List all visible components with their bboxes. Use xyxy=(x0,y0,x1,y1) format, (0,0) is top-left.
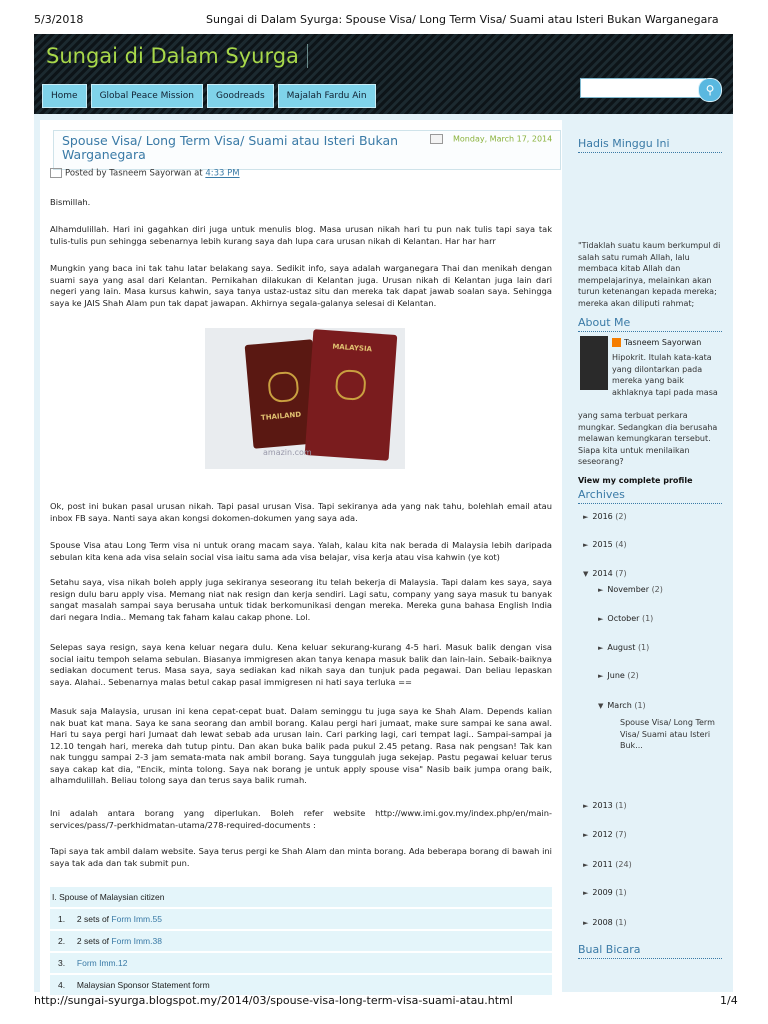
list-item: 1. 2 sets of Form Imm.55 xyxy=(50,909,552,929)
search-button[interactable] xyxy=(698,78,722,102)
list-item: 2. 2 sets of Form Imm.38 xyxy=(50,931,552,951)
hadis-heading: Hadis Minggu Ini xyxy=(578,137,722,153)
blog-title[interactable]: Sungai di Dalam Syurga xyxy=(46,44,308,68)
mail-icon[interactable] xyxy=(430,134,443,144)
archive-2008[interactable]: ► 2008 (1) xyxy=(583,918,627,927)
archive-2012[interactable]: ► 2012 (7) xyxy=(583,830,627,839)
nav-majalah-fardu-ain[interactable]: Majalah Fardu Ain xyxy=(278,84,376,108)
list-item: 4. Malaysian Sponsor Statement form xyxy=(50,975,552,995)
passport-photo xyxy=(205,328,405,469)
archive-august[interactable]: ► August (1) xyxy=(598,643,650,652)
print-date: 5/3/2018 xyxy=(34,13,84,26)
paragraph-4: Ok, post ini bukan pasal urusan nikah. Tapi pasal urusan Visa. Tapi sekiranya ada yang nak tahu, bolehlah email atau inbox FB saya. Nanti saya akan kongsi dokomen-dokumen yang saya ada. xyxy=(50,501,552,523)
print-page-number: 1/4 xyxy=(720,994,738,1007)
post-title[interactable]: Spouse Visa/ Long Term Visa/ Suami atau Isteri Bukan Warganegara xyxy=(62,133,399,162)
paragraph-7: Selepas saya resign, saya kena keluar negara dulu. Kena keluar sekurang-kurang 4-5 hari. Masuk balik dengan visa social iaitu tempoh selama sebulan. Biasanya immigresen akan tanya kenapa masuk balik dan lain-lain. Sebaik-baiknya sediakan document terus. Masa saya, saya sediakan kad nikah saya dan tunjuk pada pegawai. Dan beliau lepaskan saya. Alahai.. Sebenarnya malas betul cakap pasal immigresen ni hati saya terluka == xyxy=(50,642,552,687)
print-url: http://sungai-syurga.blogspot.my/2014/03/spouse-visa-long-term-visa-suami-atau.html xyxy=(34,994,513,1007)
archive-2011[interactable]: ► 2011 (24) xyxy=(583,860,632,869)
form-imm55-link[interactable]: Form Imm.55 xyxy=(111,914,162,924)
form-imm12-link[interactable]: Form Imm.12 xyxy=(76,958,128,968)
about-heading: About Me xyxy=(578,316,722,332)
photo-watermark: amazin.com xyxy=(263,448,312,457)
nav-global-peace-mission[interactable]: Global Peace Mission xyxy=(91,84,203,108)
post xyxy=(40,120,562,992)
malaysia-emblem-icon xyxy=(335,369,367,401)
post-time-link[interactable]: 4:33 PM xyxy=(205,168,240,179)
malaysia-passport: MALAYSIA xyxy=(305,329,398,461)
avatar[interactable] xyxy=(580,336,608,390)
paragraph-2: Alhamdulillah. Hari ini gagahkan diri juga untuk menulis blog. Masa urusan nikah hari tu pun nak tulis tapi saya tak tulis-tulis pun sehingga sebenarnya lebih kurang saya dah lupa cara urusan nikah di Kelantan. Har har harr xyxy=(50,224,552,246)
archive-2016[interactable]: ► 2016 (2) xyxy=(583,512,627,521)
archive-november[interactable]: ► November (2) xyxy=(598,585,663,594)
archive-march[interactable]: ▼ March (1) xyxy=(598,701,646,710)
archive-2009[interactable]: ► 2009 (1) xyxy=(583,888,627,897)
archive-2014[interactable]: ▼ 2014 (7) xyxy=(583,569,627,578)
profile-description-more: yang sama terbuat perkara mungkar. Sedangkan dia berusaha melawan kemungkaran tersebut. Siapa kita untuk menilaikan seseorang? xyxy=(578,411,718,466)
post-date: Monday, March 17, 2014 xyxy=(430,134,552,144)
paragraph-1: Bismillah. xyxy=(50,197,91,207)
paragraph-6: Setahu saya, visa nikah boleh apply juga sekiranya seseorang itu telah bekerja di Malaysia. Tapi dalam kes saya, saya resign dulu baru apply visa. Memang niat nak resign dan kerja sendiri. Lagi satu, company yang saya masuk tu banyak sangat masalah sampai saya berusaha untuk tidak berkomunikasi dengan mereka. Mereka guna bahasa English India dari negara India.. Memang tak faham kalau cakap phone. Lol. xyxy=(50,577,552,622)
hadis-text: "Tidaklah suatu kaum berkumpul di salah satu rumah Allah, lalu membaca kitab Allah dan mempelajarinya, melainkan akan turun ketenangan kepada mereka; mereka akan diliputi rahmat; xyxy=(578,241,721,308)
thailand-passport: THAILAND xyxy=(245,339,322,449)
profile-name[interactable]: Tasneem Sayorwan xyxy=(612,338,701,347)
archive-october[interactable]: ► October (1) xyxy=(598,614,654,623)
print-page-title: Sungai di Dalam Syurga: Spouse Visa/ Long Term Visa/ Suami atau Isteri Bukan Warganegara xyxy=(206,13,719,26)
search-input[interactable] xyxy=(580,78,706,98)
list-heading: I. Spouse of Malaysian citizen xyxy=(50,887,552,907)
blog-banner xyxy=(34,34,733,114)
bual-bicara-heading: Bual Bicara xyxy=(578,943,722,959)
form-imm38-link[interactable]: Form Imm.38 xyxy=(111,936,162,946)
archives-heading: Archives xyxy=(578,488,722,504)
documents-list xyxy=(50,887,552,997)
archive-current-post[interactable]: Spouse Visa/ Long Term Visa/ Suami atau Isteri Buk... xyxy=(620,718,715,750)
archive-2013[interactable]: ► 2013 (1) xyxy=(583,801,627,810)
paragraph-3: Mungkin yang baca ini tak tahu latar belakang saya. Sedikit info, saya adalah warganegara Thai dan menikah dengan suami saya yang asal dari Kelantan. Pernikahan dilakukan di Kelantan juga. Urusan nikah di Kelantan juga lain dari negeri yang lain. Masa kursus kahwin, saya tanya ustaz-ustaz situ dan mereka tak dapat jawab soalan saya. Sehingga saya ke JAIS Shah Alam pun tak dapat jawapan. Akhirnya segala-galanya selesai di Kelantan. xyxy=(50,263,552,308)
nav-home[interactable]: Home xyxy=(42,84,87,108)
author-icon xyxy=(50,168,62,178)
paragraph-8: Masuk saja Malaysia, urusan ini kena cepat-cepat buat. Dalam seminggu tu juga saya ke Shah Alam. Depends kalian nak buat kat mana. Saya ke sana seorang dan ambil borang. Kalau pergi hari jumaat, make sure sampai ke sana awal. Hari tu saya pergi hari Jumaat dah lewat sebab ada urusan lain. Cari parking lagi, cari tempat lagi.. Sampai-sampai ja 12.10 tengah hari, mereka dah tutup pintu. Dan akan buka balik pada pukul 2.45 petang. Rasa nak pengsan! Tak kan nak tunggu sampai 2-3 jam semata-mata nak ambil borang. Saya tunggulah juga sekejap. Pastu pegawai keluar terus saya cakap kat dia, "Encik, minta tolong. Saya nak borang je untuk apply spouse visa" Nasib baik jumpa orang baik, alhamdulillah. Beliau tolong saya dan terus saya balik rumah. xyxy=(50,706,552,785)
nav-bar xyxy=(42,84,380,108)
post-byline: Posted by Tasneem Sayorwan at 4:33 PM xyxy=(50,168,240,179)
search-icon: ⚲ xyxy=(705,83,715,97)
nav-goodreads[interactable]: Goodreads xyxy=(207,84,274,108)
profile-description: Hipokrit. Itulah kata-kata yang dilontarkan pada mereka yang baik akhlaknya tapi pada masa xyxy=(612,353,718,397)
print-header xyxy=(0,0,768,26)
paragraph-5: Spouse Visa atau Long Term visa ni untuk orang macam saya. Yalah, kalau kita nak berada di Malaysia lebih daripada sebulan kita kena ada visa selain social visa iaitu sama ada visa belajar, visa kerja atau visa kahwin (ye kot) xyxy=(50,540,552,562)
paragraph-10: Tapi saya tak ambil dalam website. Saya terus pergi ke Shah Alam dan minta borang. Ada beberapa borang di bawah ini saya tak ada dan tak submit pun. xyxy=(50,846,552,868)
archive-2015[interactable]: ► 2015 (4) xyxy=(583,540,627,549)
print-footer xyxy=(0,992,768,1012)
blogger-icon xyxy=(612,338,621,347)
archive-june[interactable]: ► June (2) xyxy=(598,671,639,680)
list-item: 3. Form Imm.12 xyxy=(50,953,552,973)
paragraph-9: Ini adalah antara borang yang diperlukan. Boleh refer website http://www.imi.gov.my/index.php/en/main-services/pass/7-perkhidmatan-utama/278-required-documents : xyxy=(50,808,552,830)
thai-emblem-icon xyxy=(267,371,300,404)
view-profile-link[interactable]: View my complete profile xyxy=(578,476,693,485)
post-header xyxy=(53,130,561,170)
